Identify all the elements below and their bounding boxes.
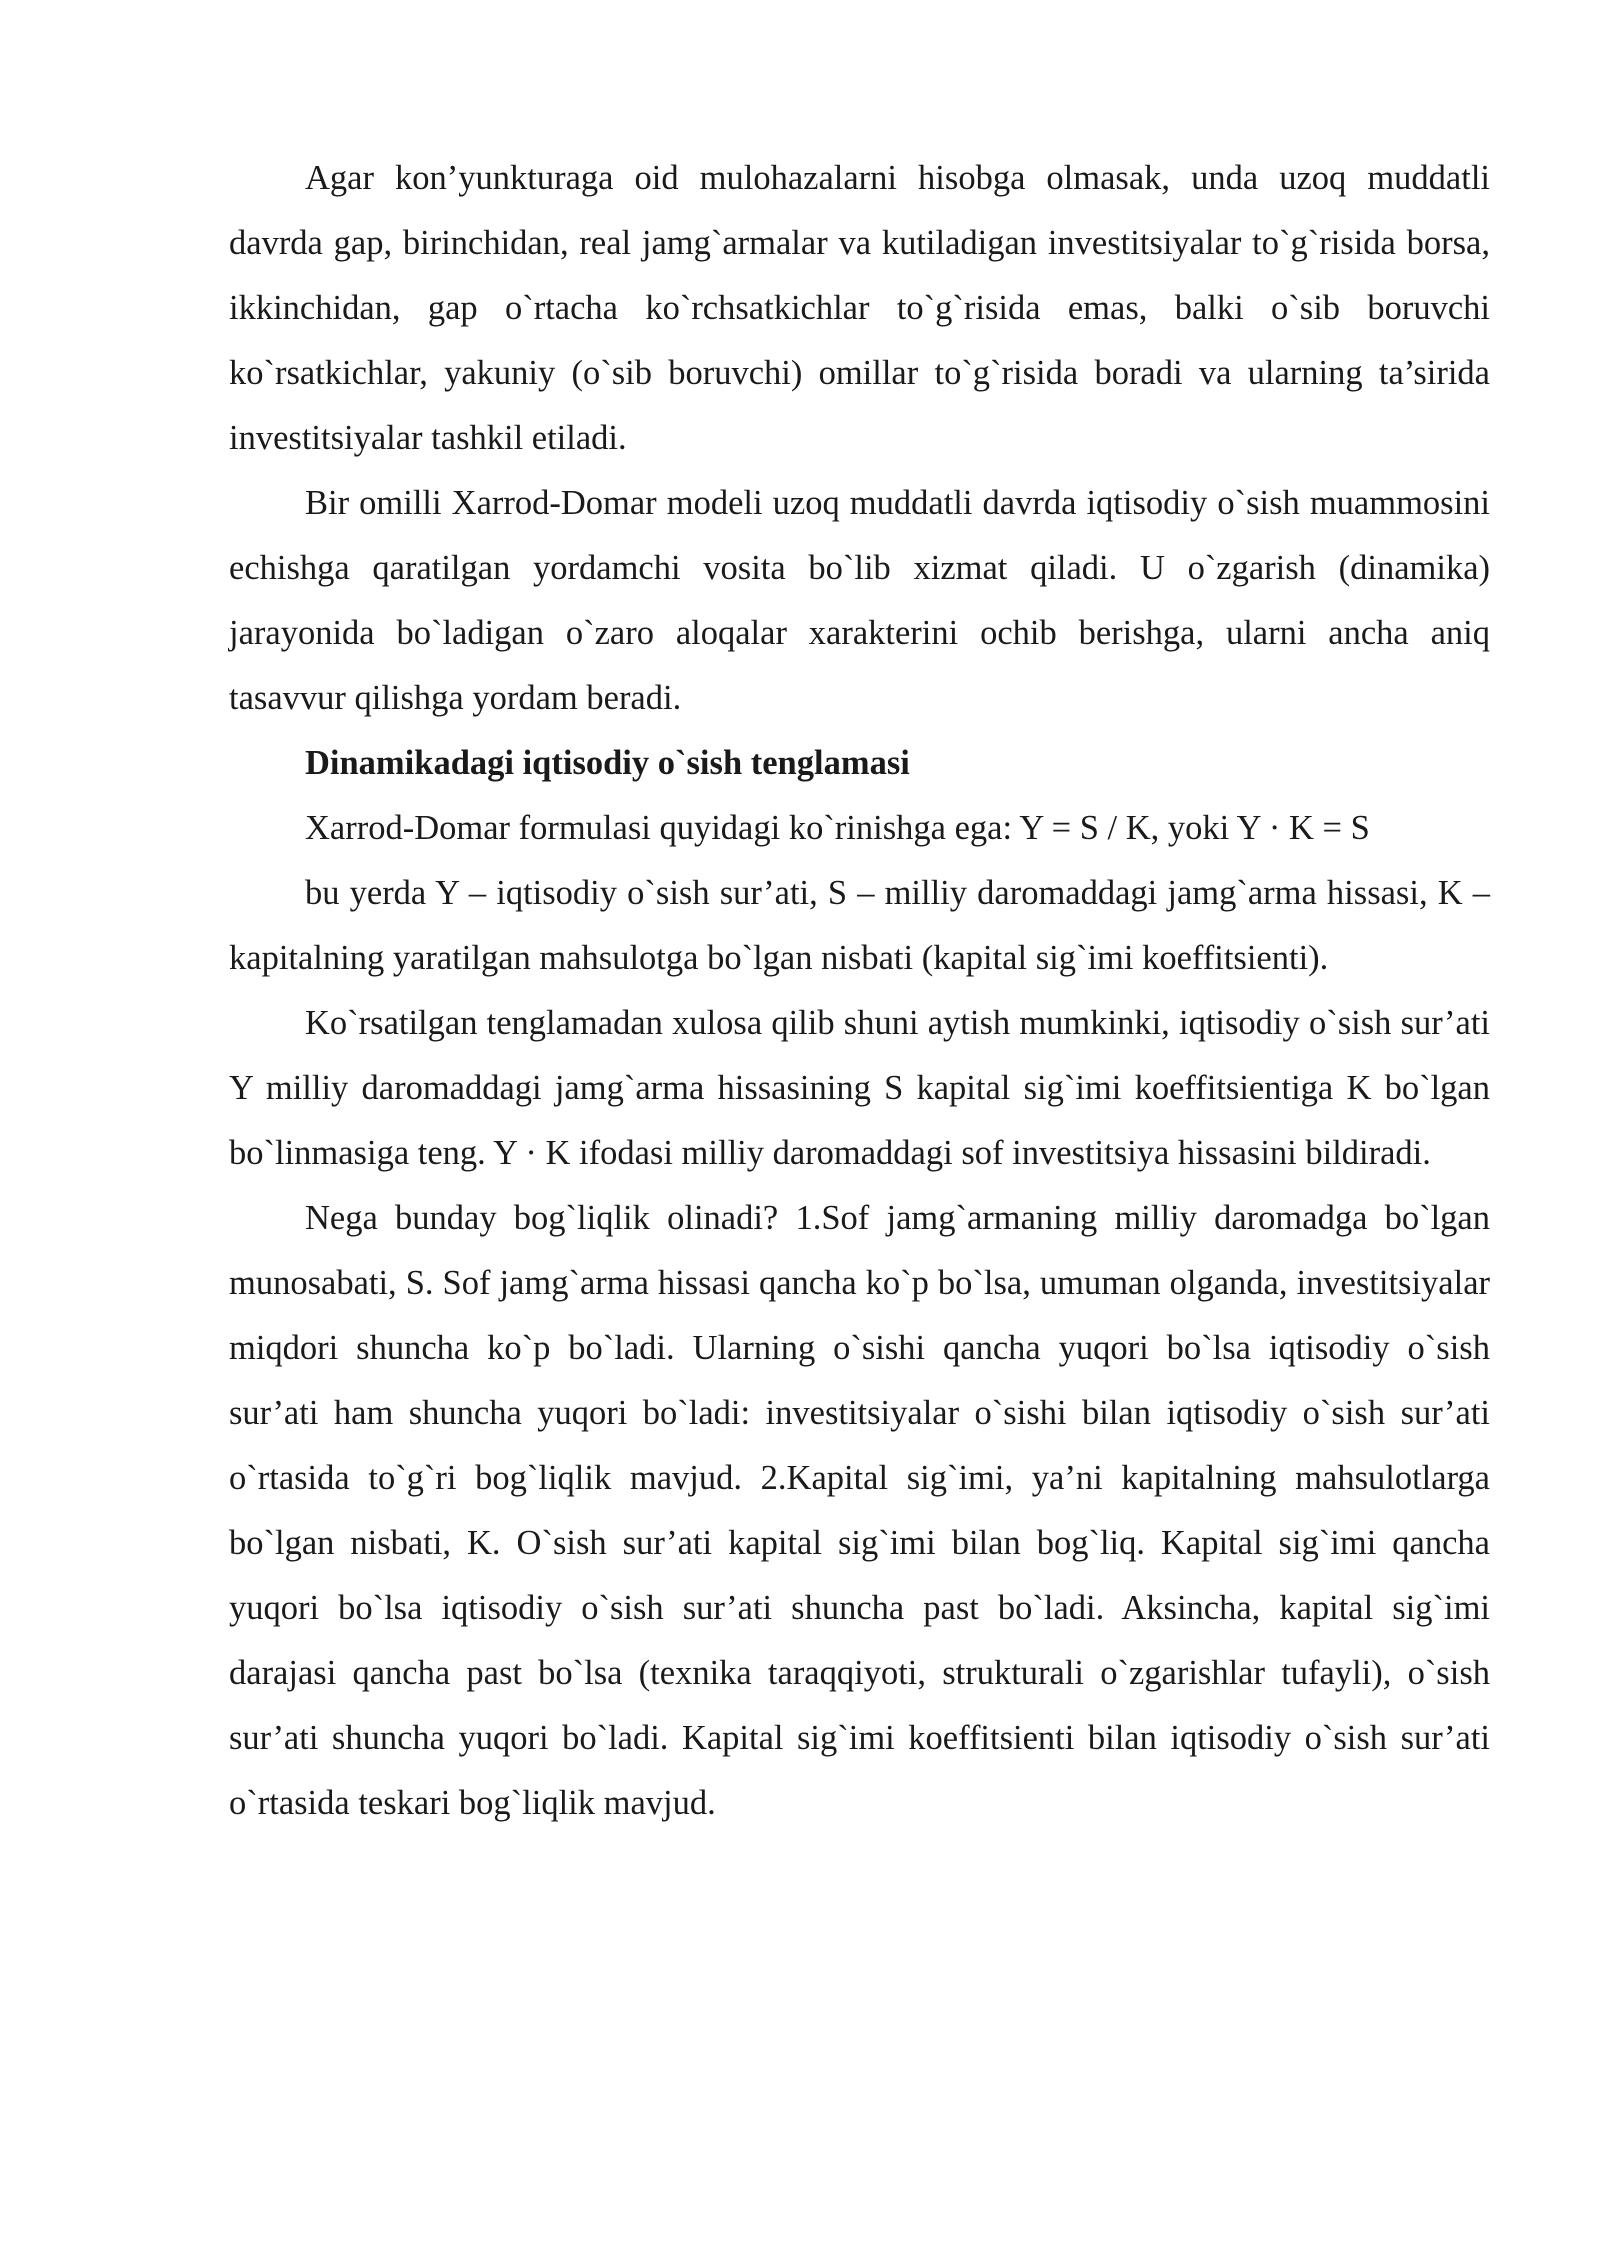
section-heading: Dinamikadagi iqtisodiy o`sish tenglamasi (305, 744, 910, 782)
document-page (229, 146, 1490, 1836)
paragraph-intro: Agar kon’yunkturaga oid mulohazalarni hisobga olmasak, unda uzoq muddatli davrda gap, birinchidan, real jamg`armalar va kutiladigan investitsiyalar to`g`risida borsa, ikkinchidan, gap o`rtacha ko`rchsatkichlar to`g`risida emas, balki o`sib boruvchi ko`rsatkichlar, yakuniy (o`sib boruvchi) omillar to`g`risida boradi va ularning ta’sirida investitsiyalar tashkil etiladi. (229, 159, 1490, 457)
paragraph-harrod-domar-model: Bir omilli Xarrod-Domar modeli uzoq muddatli davrda iqtisodiy o`sish muammosini echishga qaratilgan yordamchi vosita bo`lib xizmat qiladi. U o`zgarish (dinamika) jarayonida bo`ladigan o`zaro aloqalar xarakterini ochib berishga, ularni ancha aniq tasavvur qilishga yordam beradi. (229, 484, 1490, 717)
paragraph-conclusion: Ko`rsatilgan tenglamadan xulosa qilib shuni aytish mumkinki, iqtisodiy o`sish sur’ati Y milliy daromaddagi jamg`arma hissasining S kapital sig`imi koeffitsientiga K bo`lgan bo`linmasiga teng. Y · K ifodasi milliy daromaddagi sof investitsiya hissasini bildiradi. (229, 1004, 1490, 1172)
formula-line: Xarrod-Domar formulasi quyidagi ko`rinishga ega: Y = S / K, yoki Y · K = S (305, 809, 1370, 847)
paragraph-variable-definitions: bu yerda Y – iqtisodiy o`sish sur’ati, S – milliy daromaddagi jamg`arma hissasi, K – kapitalning yaratilgan mahsulotga bo`lgan nisbati (kapital sig`imi koeffitsienti). (229, 874, 1490, 977)
paragraph-explanation: Nega bunday bog`liqlik olinadi? 1.Sof jamg`armaning milliy daromadga bo`lgan munosabati, S. Sof jamg`arma hissasi qancha ko`p bo`lsa, umuman olganda, investitsiyalar miqdori shuncha ko`p bo`ladi. Ularning o`sishi qancha yuqori bo`lsa iqtisodiy o`sish sur’ati ham shuncha yuqori bo`ladi: investitsiyalar o`sishi bilan iqtisodiy o`sish sur’ati o`rtasida to`g`ri bog`liqlik mavjud. 2.Kapital sig`imi, ya’ni kapitalning mahsulotlarga bo`lgan nisbati, K. O`sish sur’ati kapital sig`imi bilan bog`liq. Kapital sig`imi qancha yuqori bo`lsa iqtisodiy o`sish sur’ati shuncha past bo`ladi. Aksincha, kapital sig`imi darajasi qancha past bo`lsa (texnika taraqqiyoti, strukturali o`zgarishlar tufayli), o`sish sur’ati shuncha yuqori bo`ladi. Kapital sig`imi koeffitsienti bilan iqtisodiy o`sish sur’ati o`rtasida teskari bog`liqlik mavjud. (229, 1199, 1490, 1822)
